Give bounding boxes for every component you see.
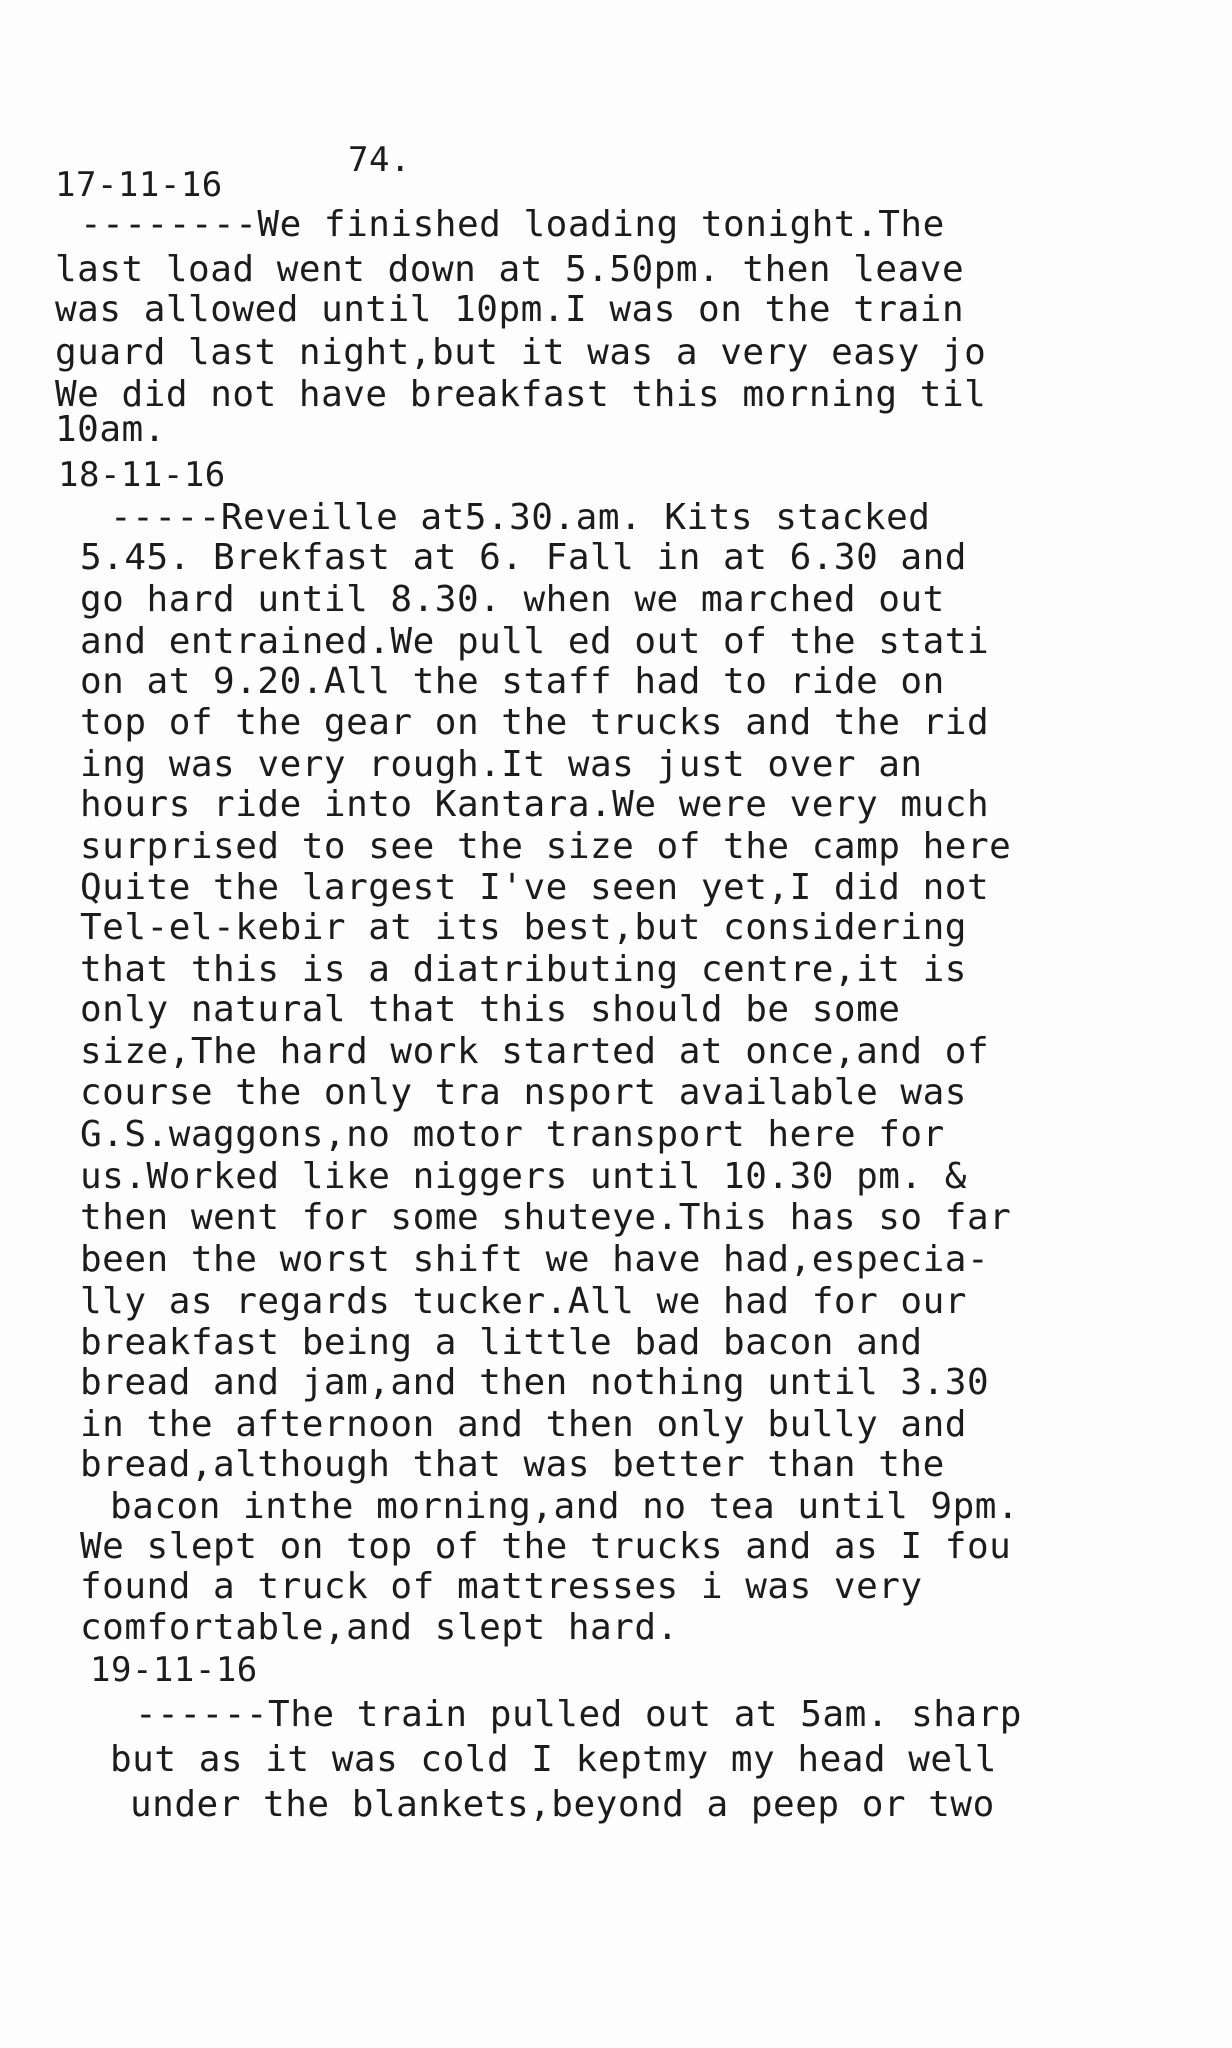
text-line: been the worst shift we have had,especia-	[80, 1239, 990, 1280]
date-heading: 18-11-16	[58, 455, 226, 495]
text-line: us.Worked like niggers until 10.30 pm. &	[80, 1156, 967, 1197]
text-line: last load went down at 5.50pm. then leave	[55, 249, 965, 290]
page-number: 74.	[348, 140, 411, 180]
text-line: go hard until 8.30. when we marched out	[80, 579, 945, 620]
text-line: 10am.	[55, 409, 166, 450]
text-line: ------The train pulled out at 5am. sharp	[135, 1694, 1022, 1735]
text-line: breakfast being a little bad bacon and	[80, 1322, 923, 1363]
text-line: We slept on top of the trucks and as I fou	[80, 1526, 1012, 1567]
text-line: that this is a diatributing centre,it is	[80, 949, 967, 990]
text-line: found a truck of mattresses i was very	[80, 1566, 923, 1607]
text-line: ing was very rough.It was just over an	[80, 744, 923, 785]
text-line: course the only tra nsport available was	[80, 1072, 967, 1113]
text-line: hours ride into Kantara.We were very much	[80, 784, 990, 825]
text-line: was allowed until 10pm.I was on the train	[55, 289, 965, 330]
text-line: top of the gear on the trucks and the rid	[80, 702, 990, 743]
text-line: then went for some shuteye.This has so far	[80, 1197, 1012, 1238]
text-line: G.S.waggons,no motor transport here for	[80, 1114, 945, 1155]
text-line: 5.45. Brekfast at 6. Fall in at 6.30 and	[80, 537, 967, 578]
text-line: --------We finished loading tonight.The	[80, 204, 945, 245]
text-line: Tel-el-kebir at its best,but considering	[80, 907, 967, 948]
text-line: only natural that this should be some	[80, 989, 901, 1030]
text-line: guard last night,but it was a very easy jo	[55, 332, 987, 373]
text-line: and entrained.We pull ed out of the stati	[80, 621, 990, 662]
text-line: comfortable,and slept hard.	[80, 1607, 679, 1648]
text-line: bread,although that was better than the	[80, 1444, 945, 1485]
text-line: lly as regards tucker.All we had for our	[80, 1281, 967, 1322]
text-line: bacon inthe morning,and no tea until 9pm.	[110, 1486, 1020, 1527]
text-line: in the afternoon and then only bully and	[80, 1404, 967, 1445]
text-line: under the blankets,beyond a peep or two	[130, 1784, 995, 1825]
text-line: We did not have breakfast this morning til	[55, 374, 987, 415]
text-line: but as it was cold I keptmy my head well	[110, 1739, 997, 1780]
text-line: bread and jam,and then nothing until 3.30	[80, 1362, 990, 1403]
text-line: -----Reveille at5.30.am. Kits stacked	[110, 497, 931, 538]
text-line: surprised to see the size of the camp here	[80, 826, 1012, 867]
text-line: Quite the largest I've seen yet,I did not	[80, 867, 990, 908]
date-heading: 19-11-16	[90, 1650, 258, 1690]
text-line: size,The hard work started at once,and of	[80, 1031, 990, 1072]
text-line: on at 9.20.All the staff had to ride on	[80, 661, 945, 702]
date-heading: 17-11-16	[55, 165, 223, 205]
